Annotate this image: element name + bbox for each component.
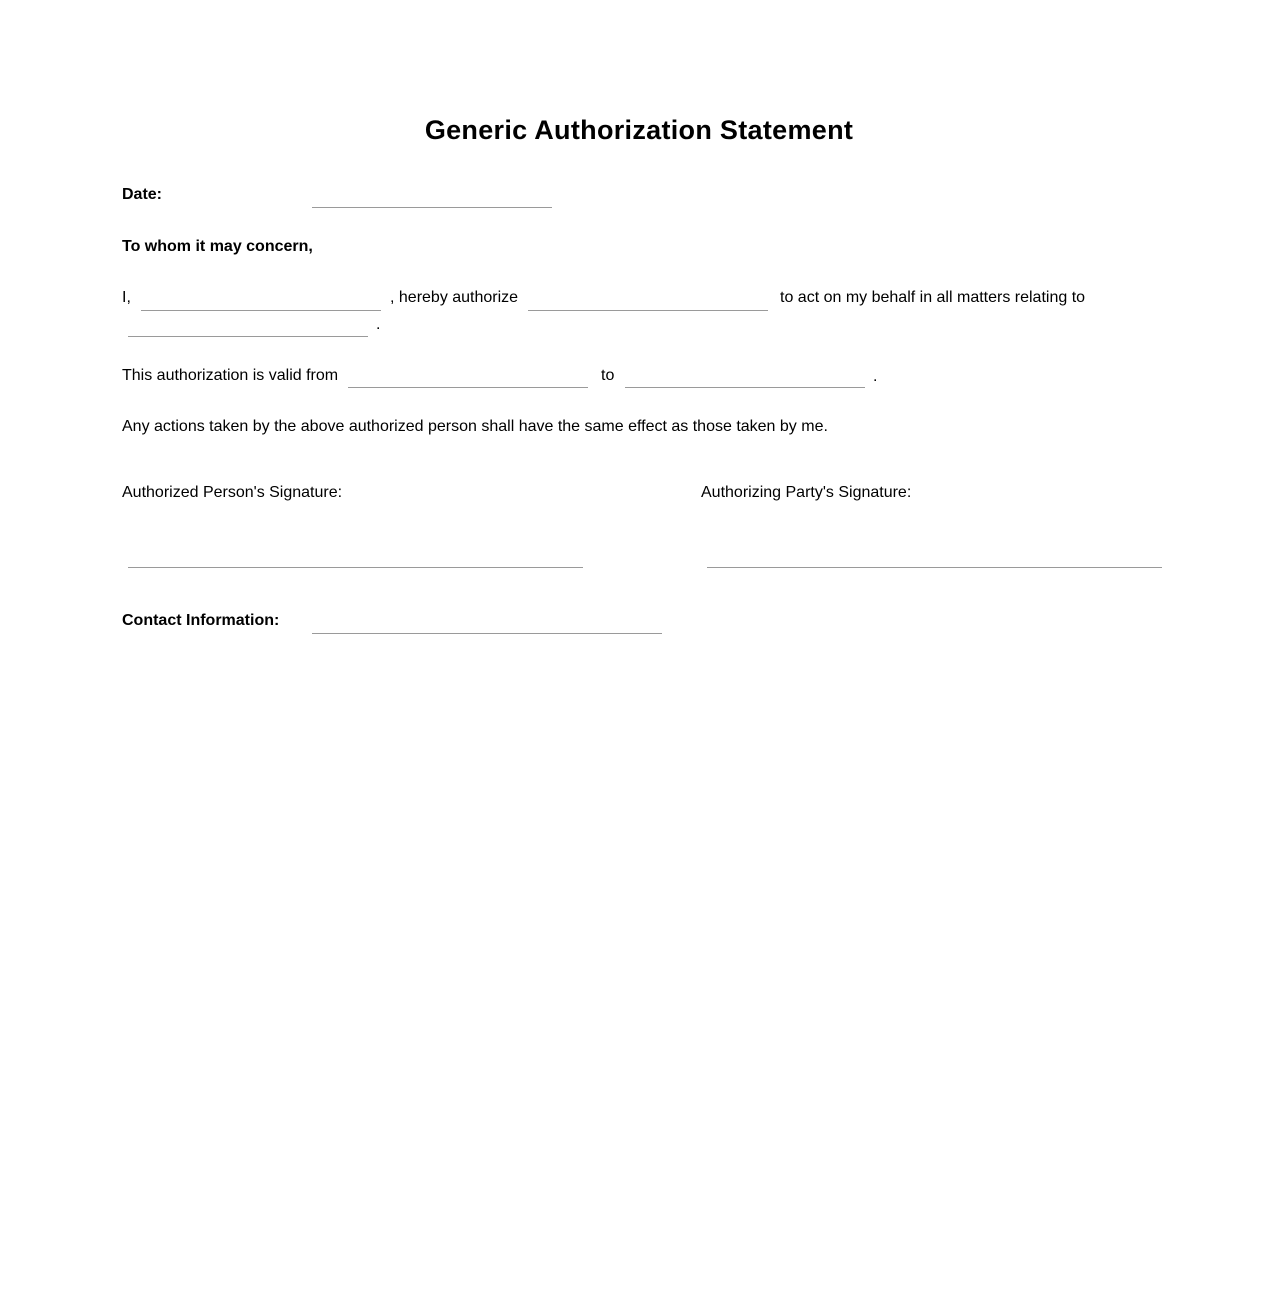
- authorizing-party-signature-label: Authorizing Party's Signature:: [701, 484, 912, 501]
- page-title: Generic Authorization Statement: [424, 115, 854, 145]
- authorize-middle: , hereby authorize: [390, 289, 519, 306]
- valid-from-field[interactable]: [348, 369, 588, 388]
- valid-to-field[interactable]: [625, 369, 865, 388]
- authorized-person-signature-field[interactable]: [128, 549, 583, 568]
- validity-middle: to: [601, 367, 615, 384]
- authorized-name-field[interactable]: [528, 292, 768, 311]
- authorize-prefix: I,: [122, 289, 131, 306]
- contact-info-label: Contact Information:: [122, 612, 280, 629]
- validity-prefix: This authorization is valid from: [122, 367, 339, 384]
- authorize-end-period: .: [376, 316, 381, 333]
- authorized-person-signature-label: Authorized Person's Signature:: [122, 484, 343, 501]
- date-field[interactable]: [312, 189, 552, 208]
- authorizing-name-field[interactable]: [141, 292, 381, 311]
- greeting: To whom it may concern,: [122, 238, 313, 255]
- authorizing-party-signature-field[interactable]: [707, 549, 1162, 568]
- authorize-suffix: to act on my behalf in all matters relating to: [780, 289, 1086, 306]
- date-label: Date:: [122, 186, 163, 203]
- contact-info-field[interactable]: [312, 615, 662, 634]
- effect-statement: Any actions taken by the above authorized person shall have the same effect as those taken by me.: [122, 418, 828, 435]
- validity-end-period: .: [873, 368, 878, 385]
- matters-field[interactable]: [128, 318, 368, 337]
